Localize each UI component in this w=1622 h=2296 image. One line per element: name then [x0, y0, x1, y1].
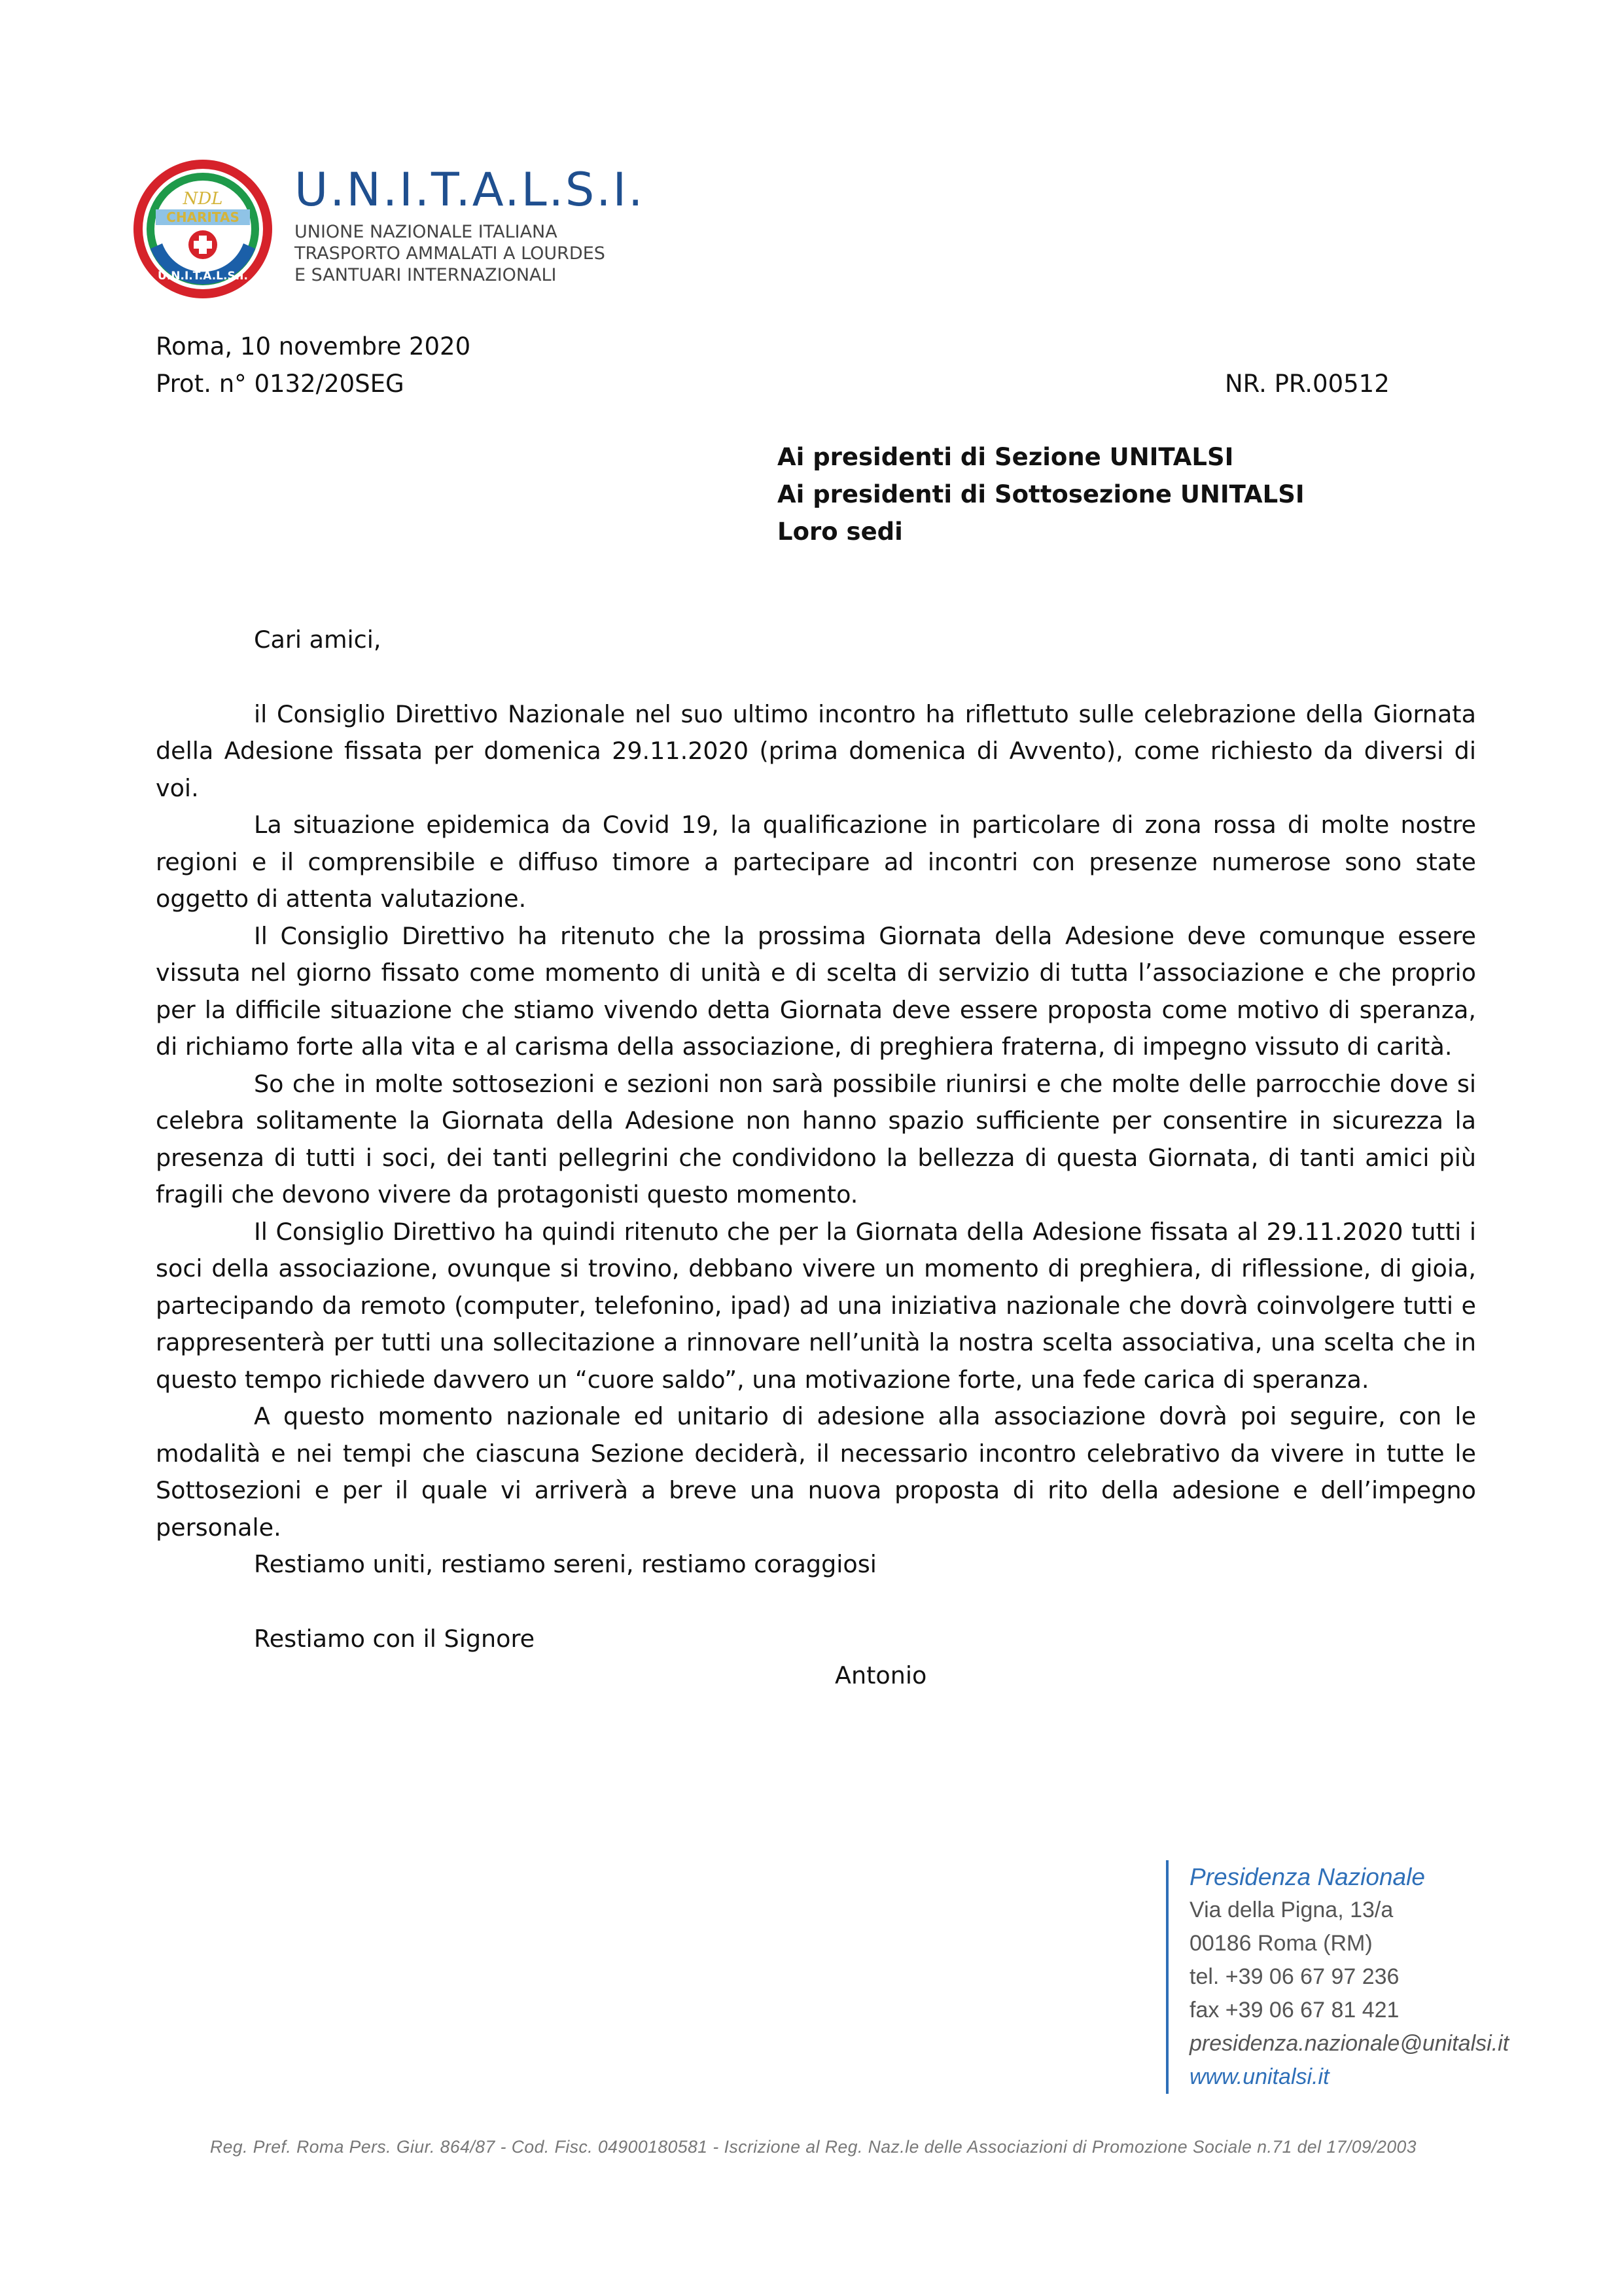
body-paragraph: So che in molte sottosezioni e sezioni non sarà possibile riunirsi e che molte delle parrocchie dove si celebra solitamente la Giornata della Adesione non hanno spazio sufficiente per consentire in sicurezza la presenza di tutti i soci, dei tanti pellegrini che condividono la bellezza di questa Giornata, di tanti amici più fragili che devono vivere da protagonisti questo momento.	[156, 1069, 1476, 1209]
contact-postal: 00186 Roma (RM)	[1190, 1931, 1373, 1956]
logo-ring-text: U.N.I.T.A.L.S.I.	[158, 270, 248, 283]
org-full-line: E SANTUARI INTERNAZIONALI	[294, 265, 557, 285]
closing-line: Restiamo uniti, restiamo sereni, restiamo coraggiosi	[254, 1550, 877, 1578]
contact-address: Via della Pigna, 13/a	[1190, 1898, 1394, 1922]
recipient-line: Ai presidenti di Sottosezione UNITALSI	[777, 480, 1305, 508]
recipient-line: Loro sedi	[777, 518, 903, 546]
unitalsi-logo	[131, 157, 275, 301]
org-name: U.N.I.T.A.L.S.I.	[294, 163, 645, 217]
greeting: Cari amici,	[254, 626, 381, 654]
org-header	[294, 164, 644, 286]
reference-number: NR. PR.00512	[1225, 370, 1390, 398]
contact-fax: fax +39 06 67 81 421	[1190, 1998, 1400, 2022]
contact-email[interactable]: presidenza.nazionale@unitalsi.it	[1190, 2031, 1509, 2056]
recipient-line: Ai presidenti di Sezione UNITALSI	[777, 443, 1234, 471]
body-paragraph: La situazione epidemica da Covid 19, la qualificazione in particolare di zona rossa di molte nostre regioni e il comprensibile e diffuso timore a partecipare ad incontri con presenze numerose sono state oggetto di attenta valutazione.	[156, 811, 1476, 913]
closing-line: Restiamo con il Signore	[254, 1624, 535, 1653]
protocol-number: Prot. n° 0132/20SEG	[156, 370, 404, 398]
contact-phone: tel. +39 06 67 97 236	[1190, 1964, 1400, 1989]
letter-body	[156, 622, 1476, 1695]
recipients-block	[777, 438, 1305, 550]
body-paragraph: Il Consiglio Direttivo ha quindi ritenuto che per la Giornata della Adesione fissata al 29.11.2020 tutti i soci della associazione, ovunque si trovino, debbano vivere un momento di preghiera, di riflessione, di gioia, partecipando da remoto (computer, telefonino, ipad) ad una iniziativa nazionale che dovrà coinvolgere tutti e rappresenterà per tutti una sollecitazione a rinnovare nell’unità la nostra scelta associativa, una scelta che in questo tempo richiede davvero un “cuore saldo”, una motivazione forte, una fede carica di speranza.	[156, 1217, 1476, 1394]
logo-monogram: NDL	[183, 189, 223, 209]
contact-website[interactable]: www.unitalsi.it	[1190, 2064, 1330, 2089]
signature: Antonio	[835, 1661, 927, 1689]
body-paragraph: A questo momento nazionale ed unitario di adesione alla associazione dovrà poi seguire, con le modalità e nei tempi che ciascuna Sezione deciderà, il necessario incontro celebrativo da vivere in tutte le Sottosezioni e per il quale vi arriverà a breve una nuova proposta di rito della adesione e dell’impegno personale.	[156, 1402, 1476, 1542]
logo-band-text: CHARITAS	[166, 209, 239, 225]
body-paragraph: il Consiglio Direttivo Nazionale nel suo ultimo incontro ha riflettuto sulle celebrazione della Giornata della Adesione fissata per domenica 29.11.2020 (prima domenica di Avvento), come richiesto da diversi di voi.	[156, 699, 1476, 802]
body-paragraph: Il Consiglio Direttivo ha ritenuto che la prossima Giornata della Adesione deve comunque essere vissuta nel giorno fissato come momento di unità e di scelta di servizio di tutta l’associazione e che proprio per la difficile situazione che stiamo vivendo detta Giornata deve essere proposta come motivo di speranza, di richiamo forte alla vita e al carisma della associazione, di preghiera fraterna, di impegno vissuto di carità.	[156, 921, 1476, 1061]
footer-registration: Reg. Pref. Roma Pers. Giur. 864/87 - Cod. Fisc. 04900180581 - Iscrizione al Reg. Naz.le delle Associazioni di Promozione Sociale n.71 del 17/09/2003	[209, 2137, 1417, 2157]
letter-date: Roma, 10 novembre 2020	[156, 332, 471, 361]
org-full-line: UNIONE NAZIONALE ITALIANA	[294, 222, 557, 242]
org-full-name	[294, 221, 644, 286]
contact-title: Presidenza Nazionale	[1190, 1863, 1425, 1890]
contact-block	[1166, 1860, 1509, 2094]
org-full-line: TRASPORTO AMMALATI A LOURDES	[294, 243, 605, 264]
